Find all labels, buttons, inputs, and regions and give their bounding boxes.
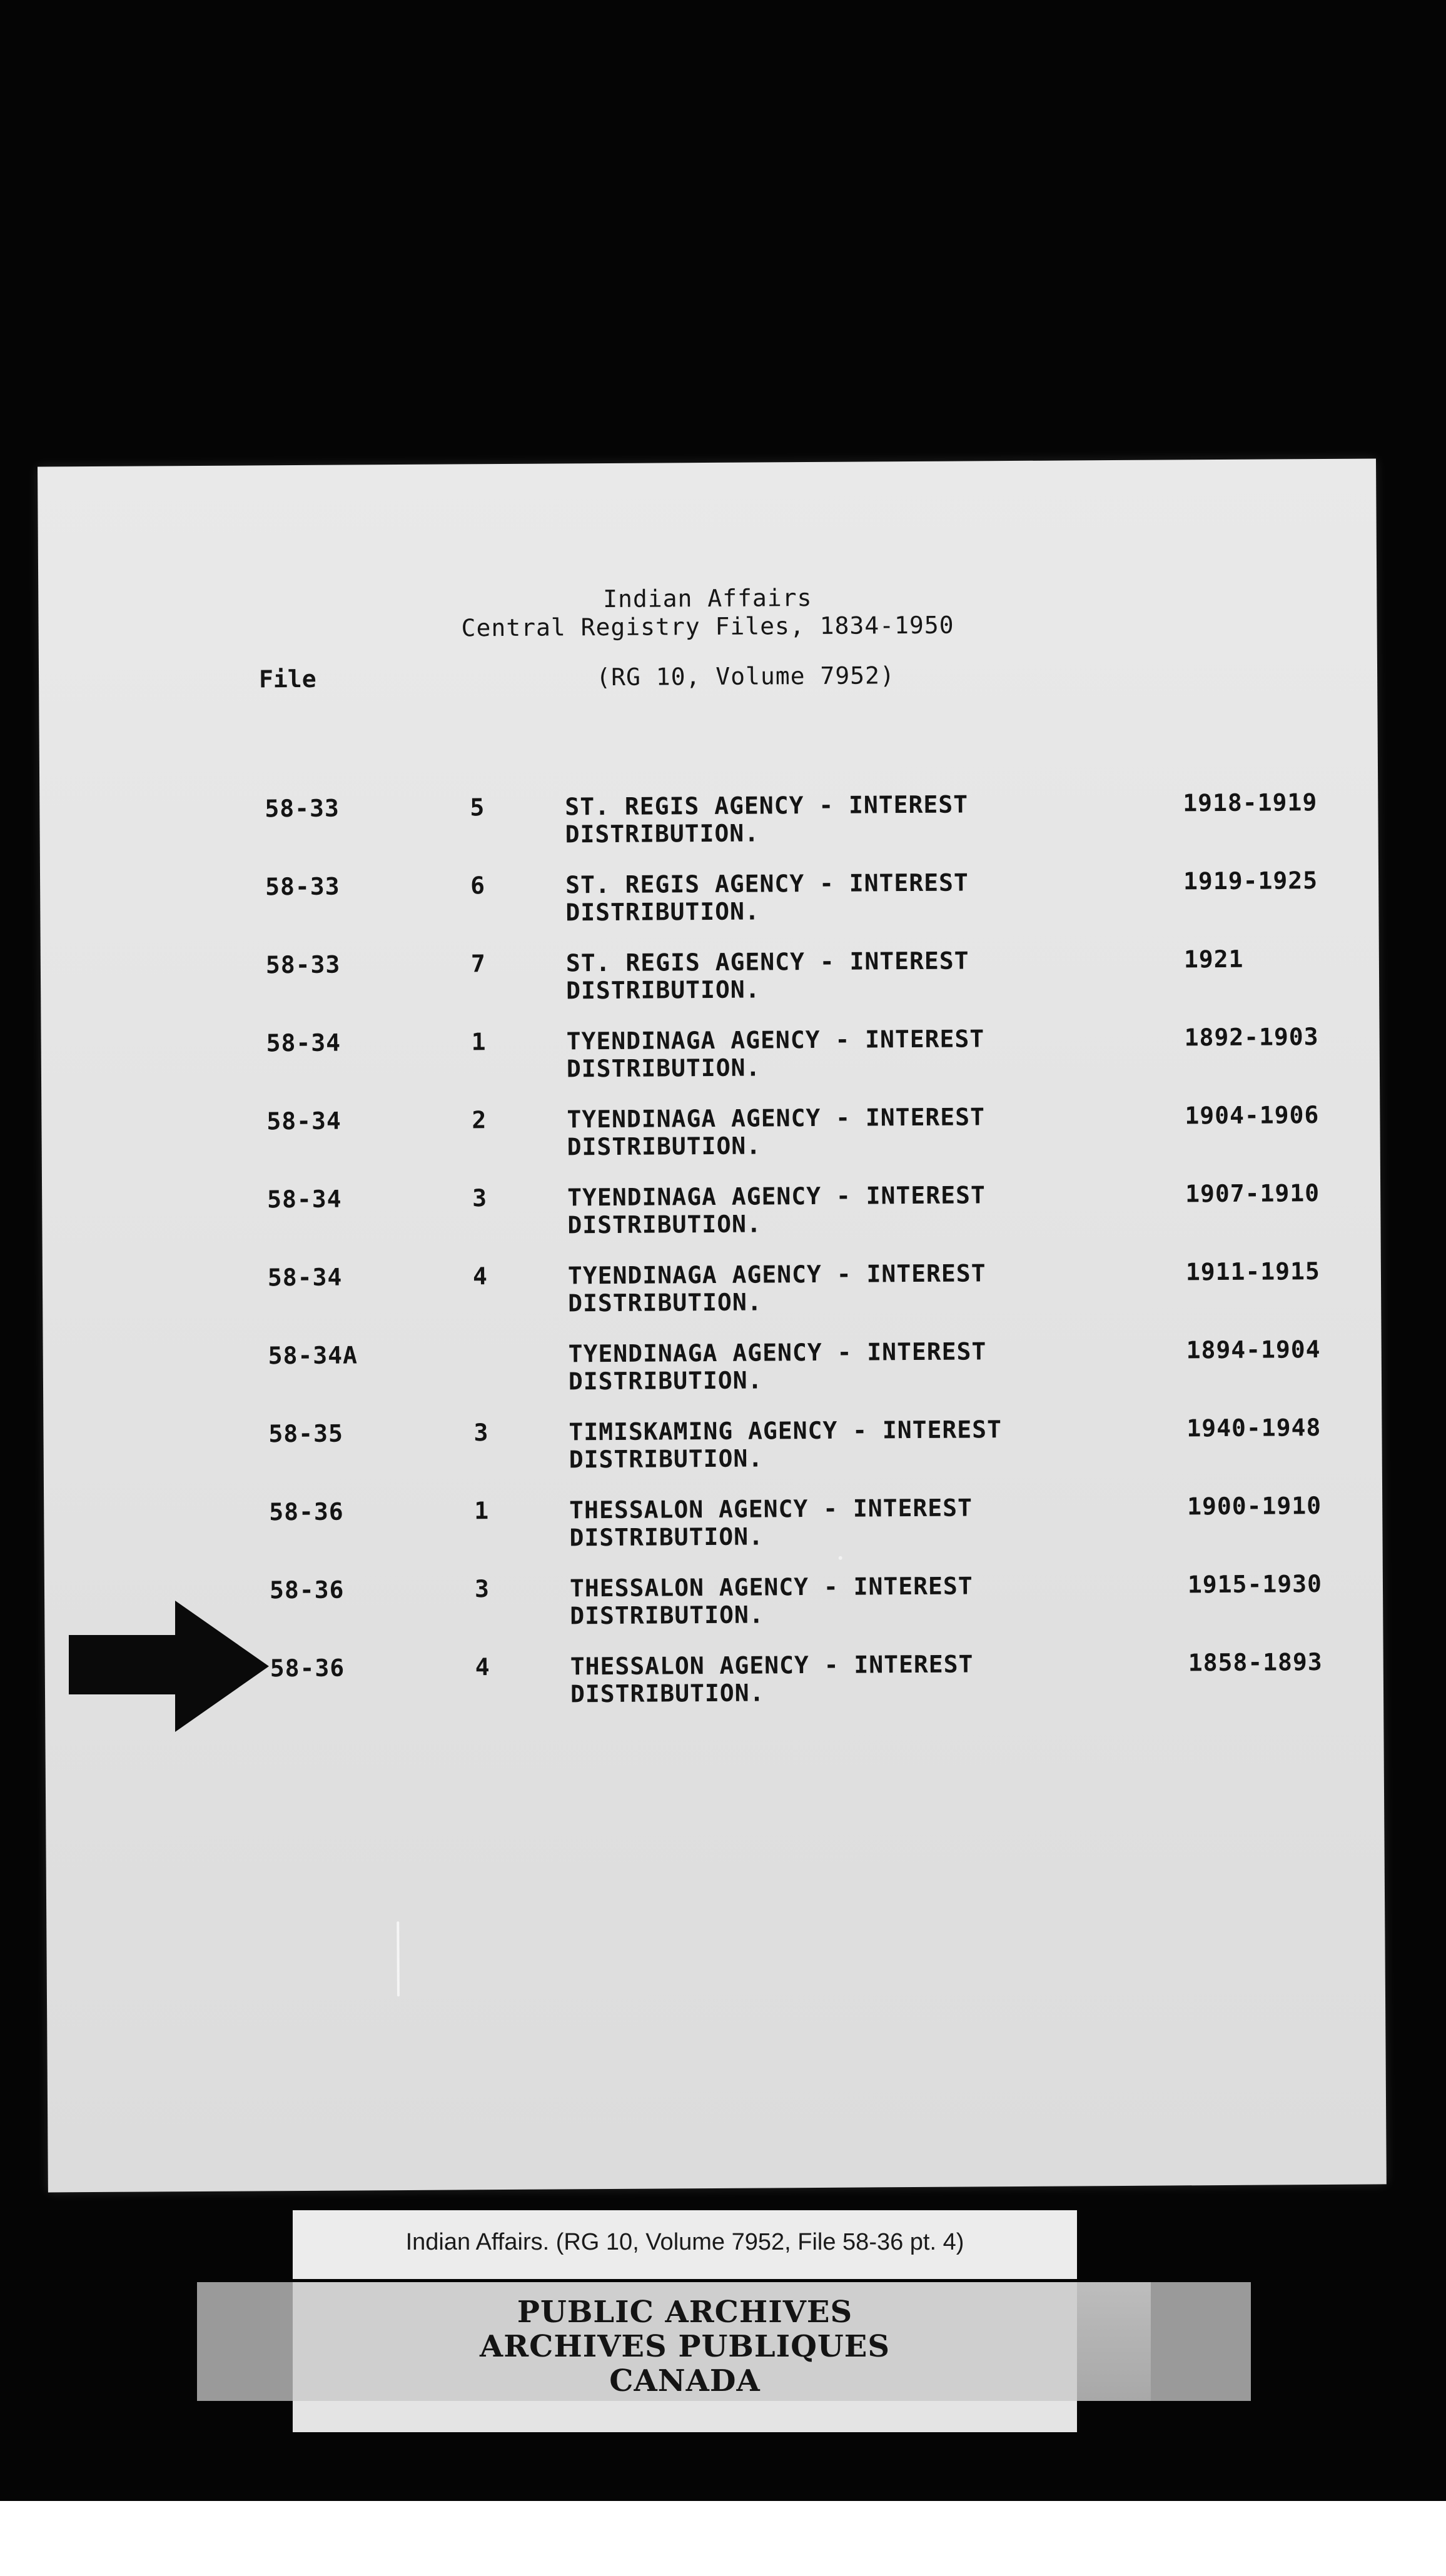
table-row xyxy=(41,944,1380,1021)
archive-stamp xyxy=(293,2282,1077,2401)
file-title: ST. REGIS AGENCY - INTEREST DISTRIBUTION. xyxy=(565,790,969,848)
pointer-arrow-icon xyxy=(69,1601,269,1732)
table-row xyxy=(42,1179,1381,1255)
file-number: 58-33 xyxy=(265,950,341,979)
date-range: 1921 xyxy=(1183,945,1244,974)
date-range: 1918-1919 xyxy=(1183,788,1318,817)
file-number: 58-34 xyxy=(267,1263,343,1292)
file-title: TYENDINAGA AGENCY - INTEREST DISTRIBUTION. xyxy=(566,1025,985,1083)
table-row xyxy=(41,1100,1380,1177)
header-volume: (RG 10, Volume 7952) xyxy=(596,662,895,692)
table-row xyxy=(43,1335,1382,1412)
part-number: 4 xyxy=(472,1262,488,1291)
file-title: THESSALON AGENCY - INTEREST DISTRIBUTION. xyxy=(570,1650,974,1708)
file-title: TYENDINAGA AGENCY - INTEREST DISTRIBUTION. xyxy=(568,1337,987,1396)
part-number: 4 xyxy=(475,1653,490,1681)
date-range: 1892-1903 xyxy=(1184,1023,1319,1052)
date-range: 1911-1915 xyxy=(1185,1257,1320,1286)
header-title: Indian Affairs xyxy=(603,583,812,613)
date-range: 1907-1910 xyxy=(1185,1179,1320,1208)
file-number: 58-33 xyxy=(265,794,340,823)
file-number: 58-34 xyxy=(266,1029,341,1057)
file-title: ST. REGIS AGENCY - INTEREST DISTRIBUTION. xyxy=(565,947,969,1005)
stamp-line-1: PUBLIC ARCHIVES xyxy=(517,2295,853,2330)
file-number: 58-33 xyxy=(265,872,340,901)
file-title: THESSALON AGENCY - INTEREST DISTRIBUTION. xyxy=(569,1494,973,1552)
date-range: 1894-1904 xyxy=(1186,1336,1321,1364)
table-row xyxy=(44,1491,1383,1568)
table-row xyxy=(39,788,1378,865)
part-number: 3 xyxy=(474,1575,490,1603)
file-title: TYENDINAGA AGENCY - INTEREST DISTRIBUTION. xyxy=(567,1259,986,1317)
part-number: 1 xyxy=(471,1028,487,1056)
file-column-label: File xyxy=(258,665,316,693)
file-number: 58-36 xyxy=(269,1576,345,1604)
label-foot-strip xyxy=(293,2401,1077,2432)
paper-scratch xyxy=(397,1921,400,1996)
file-number: 58-36 xyxy=(270,1654,345,1683)
part-number: 1 xyxy=(474,1497,490,1525)
part-number: 6 xyxy=(470,872,486,900)
date-range: 1919-1925 xyxy=(1183,867,1318,895)
document-page xyxy=(38,458,1387,2192)
table-row xyxy=(43,1257,1382,1334)
file-title: THESSALON AGENCY - INTEREST DISTRIBUTION. xyxy=(569,1572,973,1630)
part-number: 7 xyxy=(470,950,486,978)
file-title: TYENDINAGA AGENCY - INTEREST DISTRIBUTION. xyxy=(567,1181,986,1239)
paper-speck xyxy=(839,1556,842,1560)
date-range: 1900-1910 xyxy=(1187,1492,1322,1521)
file-number: 58-34 xyxy=(266,1107,341,1135)
table-row xyxy=(41,1022,1380,1099)
file-number: 58-35 xyxy=(268,1419,343,1448)
date-range: 1904-1906 xyxy=(1185,1101,1320,1130)
part-number: 5 xyxy=(470,793,485,822)
date-range: 1940-1948 xyxy=(1186,1414,1322,1442)
header-subtitle: Central Registry Files, 1834-1950 xyxy=(461,611,954,642)
stamp-line-3: CANADA xyxy=(609,2363,761,2398)
part-number: 2 xyxy=(472,1106,487,1134)
reference-label xyxy=(293,2210,1077,2279)
table-row xyxy=(40,866,1379,943)
file-title: TYENDINAGA AGENCY - INTEREST DISTRIBUTION. xyxy=(567,1103,986,1161)
date-range: 1858-1893 xyxy=(1188,1648,1323,1677)
part-number: 3 xyxy=(473,1419,489,1447)
part-number: 3 xyxy=(472,1184,488,1212)
file-number: 58-34A xyxy=(268,1341,358,1370)
file-title: TIMISKAMING AGENCY - INTEREST DISTRIBUTION. xyxy=(569,1416,1003,1474)
stamp-line-2: ARCHIVES PUBLIQUES xyxy=(480,2329,890,2364)
file-number: 58-34 xyxy=(267,1185,342,1214)
file-number: 58-36 xyxy=(269,1497,344,1526)
file-title: ST. REGIS AGENCY - INTEREST DISTRIBUTION. xyxy=(565,868,969,927)
date-range: 1915-1930 xyxy=(1187,1570,1323,1599)
stamp-bar-right-end xyxy=(1151,2282,1251,2401)
reference-label-text: Indian Affairs. (RG 10, Volume 7952, File 58-36 pt. 4) xyxy=(405,2229,964,2255)
table-row xyxy=(43,1413,1382,1490)
